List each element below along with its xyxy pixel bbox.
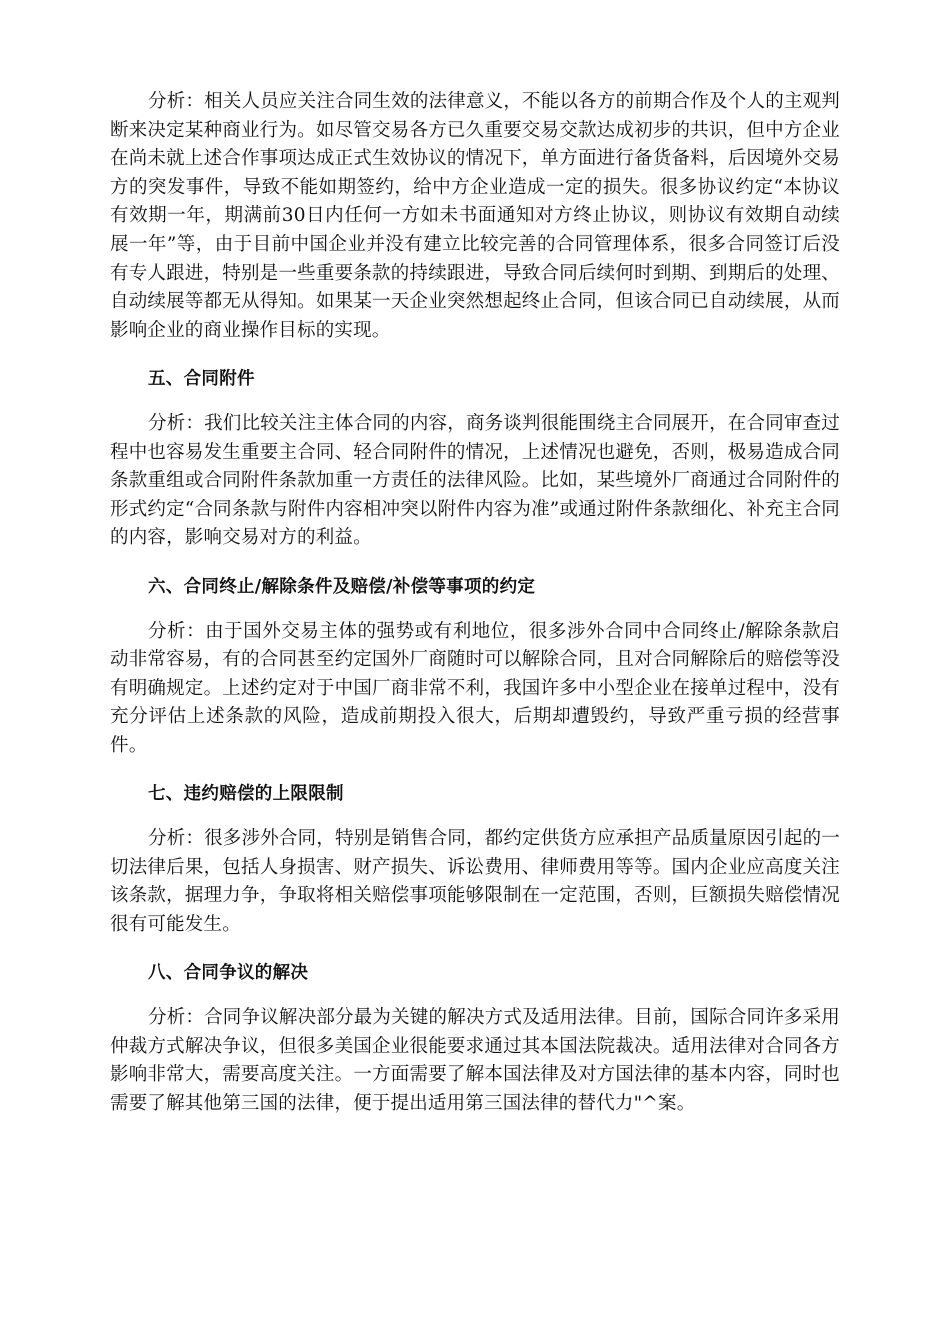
section-5-analysis-paragraph: 分析：我们比较关注主体合同的内容，商务谈判很能围绕主合同展开，在合同审查过程中也容易发生重要主合同、轻合同附件的情况，上述情况也避免，否则，极易造成合同条款重组或合同附件条款加重一方责任的法律风险。比如，某些境外厂商通过合同附件的形式约定“合同条款与附件内容相冲突以附件内容为准”或通过附件条款细化、补充主合同的内容，影响交易对方的利益。: [110, 412, 840, 549]
section-7-analysis-paragraph: 分析：很多涉外合同，特别是销售合同，都约定供货方应承担产品质量原因引起的一切法律后果，包括人身损害、财产损失、诉讼费用、律师费用等等。国内企业应高度关注该条款，据理力争，争取将相关赔偿事项能够限制在一定范围，否则，巨额损失赔偿情况很有可能发生。: [110, 828, 840, 935]
section-6-analysis-paragraph: 分析：由于国外交易主体的强势或有利地位，很多涉外合同中合同终止/解除条款启动非常容易，有的合同甚至约定国外厂商随时可以解除合同，且对合同解除后的赔偿等没有明确规定。上述约定对于中国厂商非常不利，我国许多中小型企业在接单过程中，没有充分评估上述条款的风险，造成前期投入很大，后期却遭毁约，导致严重亏损的经营事件。: [110, 620, 840, 756]
section-5-heading: 五、合同附件: [148, 369, 255, 390]
document-page: [110, 88, 840, 1118]
section-8-heading: 八、合同争议的解决: [148, 963, 309, 984]
section-4-analysis-paragraph: 分析：相关人员应关注合同生效的法律意义，不能以各方的前期合作及个人的主观判断来决定某种商业行为。如尽管交易各方已久重要交易交款达成初步的共识，但中方企业在尚未就上述合作事项达成正式生效协议的情况下，单方面进行备货备料，后因境外交易方的突发事件，导致不能如期签约，给中方企业造成一定的损失。很多协议约定“本协议有效期一年，期满前30日内任何一方如未书面通知对方终止协议，则协议有效期自动续展一年”等，由于目前中国企业并没有建立比较完善的合同管理体系，很多合同签订后没有专人跟进，特别是一些重要条款的持续跟进，导致合同后续何时到期、到期后的处理、自动续展等都无从得知。如果某一天企业突然想起终止合同，但该合同已自动续展，从而影响企业的商业操作目标的实现。: [110, 91, 840, 341]
section-7-heading: 七、违约赔偿的上限限制: [148, 784, 344, 805]
section-6-heading: 六、合同终止/解除条件及赔偿/补偿等事项的约定: [148, 576, 536, 597]
section-8-analysis-paragraph: 分析：合同争议解决部分最为关键的解决方式及适用法律。目前，国际合同许多采用仲裁方式解决争议，但很多美国企业很能要求通过其本国法院裁决。适用法律对合同各方影响非常大，需要高度关注。一方面需要了解本国法律及对方国法律的基本内容，同时也需要了解其他第三国的法律，便于提出适用第三国法律的替代力"^案。: [110, 1007, 840, 1114]
